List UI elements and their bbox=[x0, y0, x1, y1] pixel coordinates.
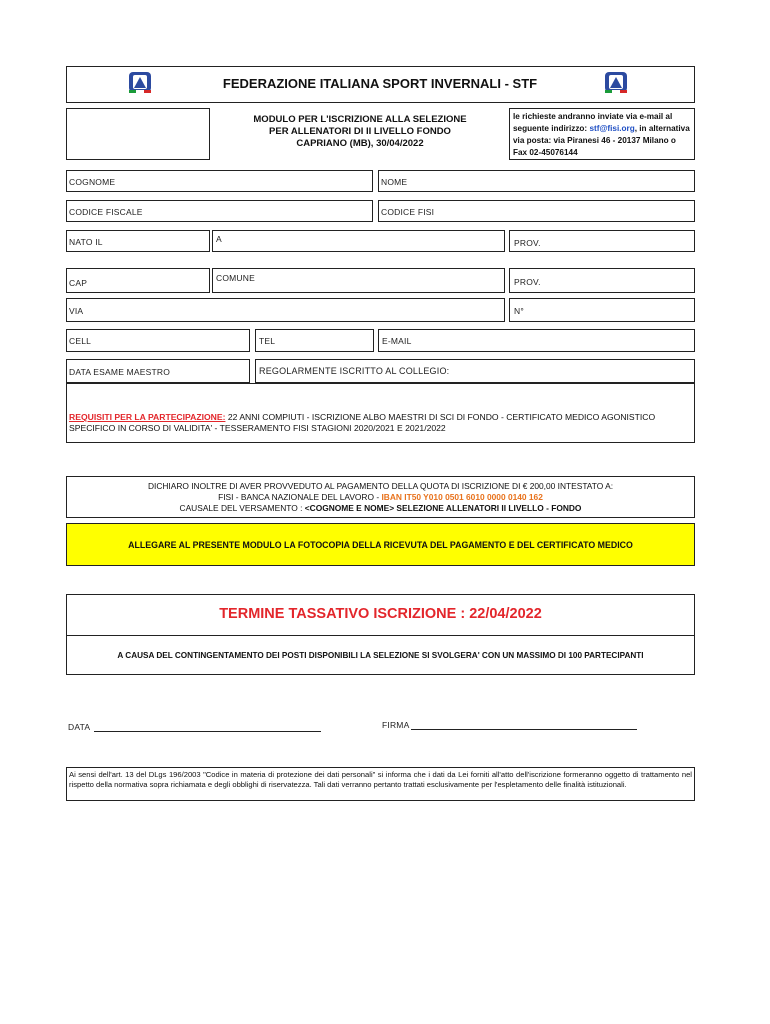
form-title-line-1: MODULO PER L'ISCRIZIONE ALLA SELEZIONE bbox=[253, 114, 467, 125]
codice-fiscale-label: CODICE FISCALE bbox=[69, 207, 143, 217]
allegare-text: ALLEGARE AL PRESENTE MODULO LA FOTOCOPIA DELLA RICEVUTA DEL PAGAMENTO E DEL CERTIFICATO MEDICO bbox=[128, 539, 633, 550]
data-label: DATA bbox=[68, 722, 91, 732]
form-title-block bbox=[215, 114, 505, 150]
nome-field[interactable] bbox=[378, 170, 695, 192]
data-esame-label: DATA ESAME MAESTRO bbox=[69, 367, 171, 377]
termine-divider bbox=[66, 635, 695, 636]
prov-nascita-field[interactable] bbox=[509, 230, 695, 252]
cell-field[interactable] bbox=[66, 329, 250, 352]
cap-field[interactable] bbox=[66, 268, 210, 293]
luogo-nascita-field[interactable] bbox=[212, 230, 505, 252]
termine-note: A CAUSA DEL CONTINGENTAMENTO DEI POSTI DISPONIBILI LA SELEZIONE SI SVOLGERA' CON UN MASSIMO DI 100 PARTECIPANTI bbox=[117, 650, 644, 660]
cap-label: CAP bbox=[69, 278, 88, 288]
luogo-nascita-label: A bbox=[216, 234, 222, 244]
iscritto-collegio-field[interactable] bbox=[255, 359, 695, 383]
fisi-logo-right-icon bbox=[601, 69, 631, 95]
info-box bbox=[509, 108, 695, 160]
fisi-logo-icon bbox=[125, 69, 155, 95]
header-title: FEDERAZIONE ITALIANA SPORT INVERNALI - STF bbox=[222, 76, 538, 91]
cognome-label: COGNOME bbox=[69, 177, 116, 187]
requisiti-box bbox=[66, 383, 695, 443]
firma-signature-line[interactable] bbox=[411, 729, 637, 730]
iban-text: IBAN IT50 Y010 0501 6010 0000 0140 162 bbox=[381, 492, 543, 502]
iscritto-collegio-label: REGOLARMENTE ISCRITTO AL COLLEGIO: bbox=[259, 366, 450, 376]
pagamento-line-2: FISI - BANCA NAZIONALE DEL LAVORO - IBAN IT50 Y010 0501 6010 0000 0140 162 bbox=[218, 492, 543, 502]
prov-residenza-label: PROV. bbox=[514, 277, 541, 287]
cognome-field[interactable] bbox=[66, 170, 373, 192]
info-text-post: , in alternativa via posta: via Piranesi 46 - 20137 Milano o Fax 02-45076144 bbox=[513, 124, 690, 157]
requisiti-text: 22 ANNI COMPIUTI - ISCRIZIONE ALBO MAESTRI DI SCI DI FONDO - CERTIFICATO MEDICO AGONISTICO SPECIFICO IN CORSO DI VALIDITA' - TESSERAMENTO FISI STAGIONI 2020/2021 E 2021/2022 bbox=[69, 412, 656, 433]
cell-label: CELL bbox=[69, 336, 92, 346]
via-label: VIA bbox=[69, 306, 84, 316]
data-esame-field[interactable] bbox=[66, 359, 250, 383]
email-field[interactable] bbox=[378, 329, 695, 352]
privacy-text: Ai sensi dell'art. 13 del DLgs 196/2003 "Codice in materia di protezione dei dati personali" si informa che i dati da Lei forniti all'atto dell'iscrizione formeranno oggetto di trattamento nel rispetto della normativa sopra richiamata e degli obblighi di riservatezza. Tali dati verranno pertanto trattati esclusivamente per l'espletamento delle finalità istituzionali. bbox=[69, 770, 692, 789]
info-text-pre: le richieste andranno inviate via e-mail al seguente indirizzo: bbox=[513, 112, 673, 133]
codice-fiscale-field[interactable] bbox=[66, 200, 373, 222]
form-title-line-3: CAPRIANO (MB), 30/04/2022 bbox=[296, 138, 424, 149]
prov-nascita-label: PROV. bbox=[514, 238, 541, 248]
numero-civico-field[interactable] bbox=[509, 298, 695, 322]
comune-field[interactable] bbox=[212, 268, 505, 293]
info-email-link[interactable]: stf@fisi.org bbox=[589, 124, 635, 133]
email-label: E-MAIL bbox=[382, 336, 412, 346]
tel-field[interactable] bbox=[255, 329, 374, 352]
firma-label: FIRMA bbox=[382, 720, 410, 730]
nato-il-label: NATO IL bbox=[69, 237, 103, 247]
termine-title: TERMINE TASSATIVO ISCRIZIONE : 22/04/2022 bbox=[219, 606, 542, 622]
form-title-line-2: PER ALLENATORI DI II LIVELLO FONDO bbox=[269, 126, 451, 137]
codice-fisi-field[interactable] bbox=[378, 200, 695, 222]
privacy-box bbox=[66, 767, 695, 801]
pagamento-line-3: CAUSALE DEL VERSAMENTO : <COGNOME E NOME> SELEZIONE ALLENATORI II LIVELLO - FONDO bbox=[179, 503, 582, 513]
numero-civico-label: N° bbox=[514, 306, 524, 316]
tel-label: TEL bbox=[259, 336, 276, 346]
allegare-box bbox=[66, 523, 695, 566]
comune-label: COMUNE bbox=[216, 273, 255, 283]
photo-box bbox=[66, 108, 210, 160]
causale-text: <COGNOME E NOME> SELEZIONE ALLENATORI II LIVELLO - FONDO bbox=[304, 503, 582, 513]
nato-il-field[interactable] bbox=[66, 230, 210, 252]
prov-residenza-field[interactable] bbox=[509, 268, 695, 293]
pagamento-line-1: DICHIARO INOLTRE DI AVER PROVVEDUTO AL PAGAMENTO DELLA QUOTA DI ISCRIZIONE DI € 200,00 INTESTATO A: bbox=[147, 481, 614, 491]
data-signature-line[interactable] bbox=[94, 731, 321, 732]
pagamento-box bbox=[66, 476, 695, 518]
via-field[interactable] bbox=[66, 298, 505, 322]
nome-label: NOME bbox=[381, 177, 408, 187]
requisiti-label: REQUISITI PER LA PARTECIPAZIONE: bbox=[69, 412, 226, 422]
codice-fisi-label: CODICE FISI bbox=[381, 207, 435, 217]
